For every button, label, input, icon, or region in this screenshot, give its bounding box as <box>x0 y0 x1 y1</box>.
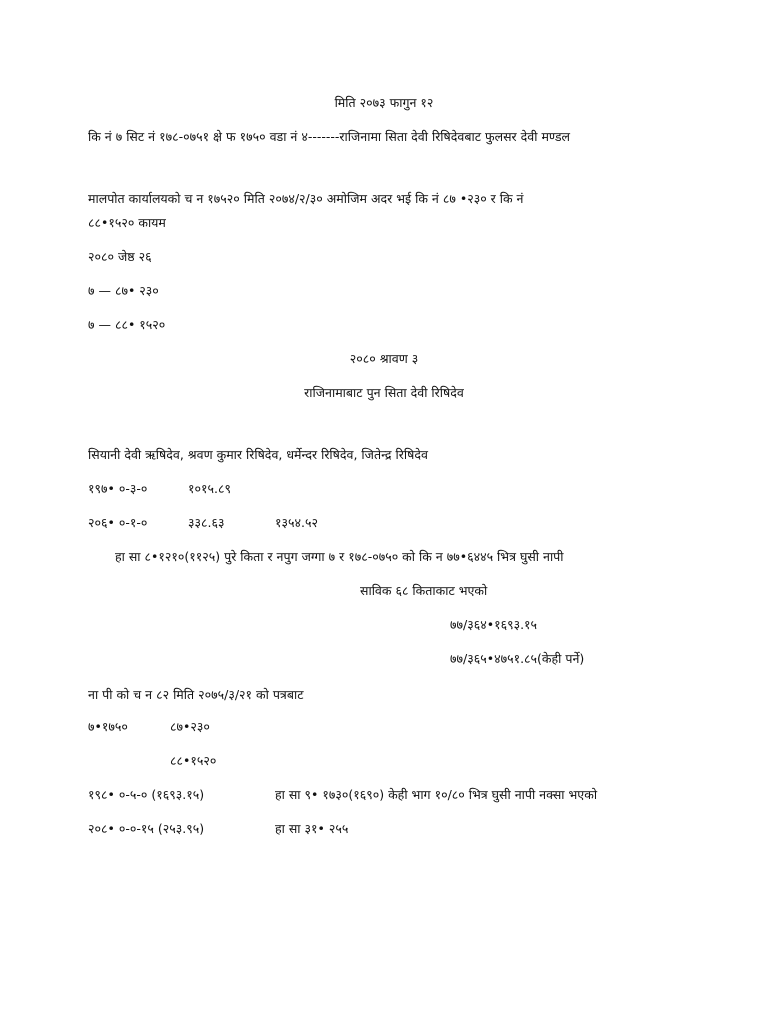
entry-2: ७ — ८८• १५२० <box>88 317 166 332</box>
hasa-line: हा सा ८•१२१०(११२५) पुरे किता र नपुग जग्गा ७ र १७८-०७५० को कि न ७७•६४४५ भित्र घुसी नापी <box>115 549 564 564</box>
row-4-parcel: २०८• ०-०-१५ (२५३.९५) <box>88 821 205 836</box>
date-line: मिति २०७३ फागुन १२ <box>334 95 434 110</box>
row-2-area: ३३८.६३ <box>188 515 225 530</box>
row-1-area: १०१५.८९ <box>188 481 231 496</box>
entry-1: ७ — ८७• २३० <box>88 283 159 298</box>
sabik-line: साविक ६८ किताकाट भएको <box>360 583 488 598</box>
napi-line: ना पी को च न ८२ मिति २०७५/३/२१ को पत्रबाट <box>88 687 304 702</box>
row-3-parcel: १९८• ०-५-० (१६९३.१५) <box>88 787 205 802</box>
shrawan-date: २०८० श्रावण ३ <box>349 351 419 366</box>
malpot-line-2: ८८•१५२० कायम <box>88 215 166 230</box>
row-4-note: हा सा ३१• २५५ <box>275 821 349 836</box>
row-2-parcel: २०६• ०-१-० <box>88 515 148 530</box>
rajinama-line: राजिनामाबाट पुन सिता देवी रिषिदेव <box>304 385 464 400</box>
reference-1: ७७/३६४•१६९३.१५ <box>450 617 538 632</box>
calc-2: ८८•१५२० <box>170 753 217 768</box>
parcel-line: कि नं ७ सिट नं १७८-०७५१ क्षे फ १७५० वडा नं ४-------राजिनामा सिता देवी रिषिदेवबाट फुलसर देवी मण्डल <box>88 129 571 144</box>
heirs-line: सियानी देवी ऋषिदेव, श्रवण कुमार रिषिदेव, धर्मेन्दर रिषिदेव, जितेन्द्र रिषिदेव <box>88 447 428 462</box>
row-2-extra: १३५४.५२ <box>275 515 318 530</box>
malpot-line-1: मालपोत कार्यालयको च न १७५२० मिति २०७४/२/३० अमोजिम अदर भई कि नं ८७ •२३० र कि नं <box>88 191 524 206</box>
reference-2: ७७/३६५•४७५१.८५(केही पर्ने) <box>450 651 585 666</box>
row-1-parcel: १९७• ०-३-० <box>88 481 148 496</box>
calc-1-b: ८७•२३० <box>170 719 210 734</box>
row-3-note: हा सा ९• १७३०(१६९०) केही भाग १०/८० भित्र घुसी नापी नक्सा भएको <box>275 787 598 802</box>
calc-1-a: ७•१७५० <box>88 719 128 734</box>
jestha-date: २०८० जेष्ठ २६ <box>88 249 152 264</box>
